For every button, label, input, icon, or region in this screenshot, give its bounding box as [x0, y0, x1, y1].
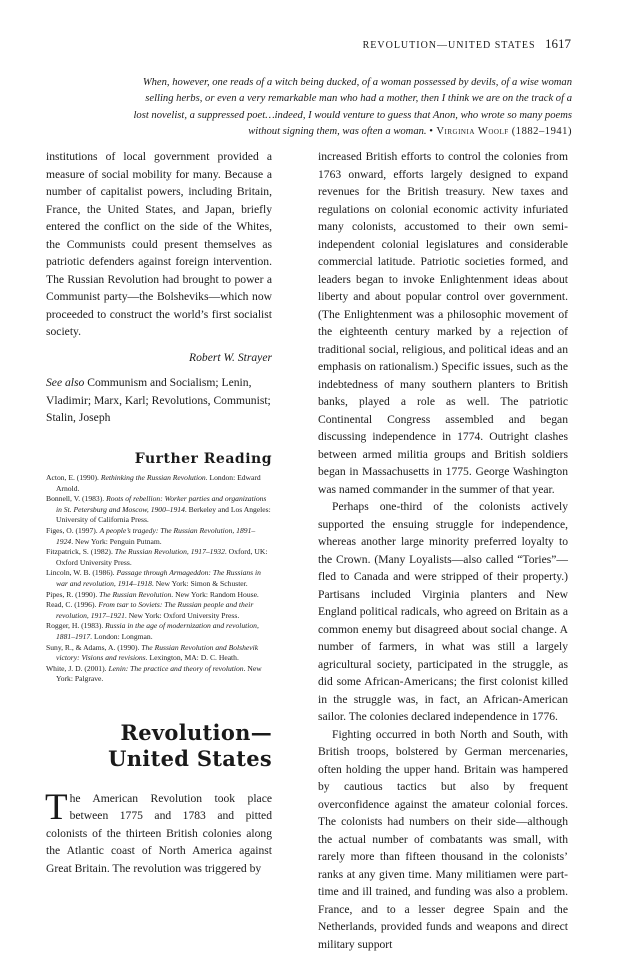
- left-column: [46, 148, 272, 877]
- reference-title: A people’s tragedy: The Russian Revolution, 1891–1924: [56, 526, 255, 546]
- body-paragraph-1: increased British efforts to control the colonies from 1763 onward, efforts largely designed to expand revenues for the British treasury. New taxes and regulations on colonial economic activity infuriated many colonists, accustomed to their own semi-independent colonial legislatures and considerable commercial latitude. Patriotic societies formed, and leaders began to invoke Enlightenment ideas about liberty and about popular control over government. (The Enlightenment was a philosophic movement of the eighteenth century marked by a rejection of traditional social, religious, and political ideas and an emphasis on rationalism.) Specific issues, such as the indebtedness of many southern planters to British banks, played a role as well. The patriotic Continental Congress assembled and began discussing independence in 1774. Outright clashes between armed militia groups and British soldiers began in Massachusetts in 1775. George Washington was named commander in the summer of that year.: [318, 148, 568, 498]
- reference-post: . New York: Palgrave.: [56, 664, 262, 684]
- intro-paragraph: [46, 790, 272, 878]
- reference-item: [46, 590, 272, 601]
- intro-text: he American Revolution took place between 1775 and 1783 and pitted colonists of the thirteen British colonies along the Atlantic coast of North America against Great Britain. The revolution was triggered by: [46, 792, 272, 875]
- running-header: [363, 36, 571, 52]
- reference-post: . London: Edward Arnold.: [56, 473, 261, 493]
- reference-item: [46, 600, 272, 621]
- reference-title: Passage through Armageddon: The Russians in war and revolution, 1914–1918: [56, 568, 261, 588]
- reference-post: . New York: Penguin Putnam.: [71, 537, 162, 546]
- continuation-paragraph: institutions of local government provided a measure of social mobility for many. Because a number of capitalist powers, including Britain, France, the United States, and Japan, briefly entered the conflict on the side of the Whites, the Communists could present themselves as patriotic defenders against foreign intervention. The Russian Revolution had brought to power a Communist party—the Bolsheviks—which now proceeded to construct the world’s first socialist society.: [46, 148, 272, 341]
- reference-list: [46, 473, 272, 685]
- reference-pre: Figes, O. (1997).: [46, 526, 100, 535]
- section-title-line2: United States: [46, 746, 272, 772]
- reference-pre: Suny, R., & Adams, A. (1990).: [46, 643, 141, 652]
- body-paragraph-2: Perhaps one-third of the colonists actively supported the ensuing struggle for independence, whereas another large minority preferred loyalty to the Crown. (Many Loyalists—also called “Tories”—fled to Canada and were stripped of their property.) Partisans included Virginia planters and New England political radicals, who agreed on Britain as a common enemy but disagreed about social change. A number of farmers, in what was still a largely agricultural society, participated in the struggle, as did some African-Americans; the first colonist killed in the struggle was, in fact, an African-American sailor. The colonies declared independence in 1776.: [318, 498, 568, 726]
- reference-title: Russia in the age of modernization and revolution, 1881–1917: [56, 621, 259, 641]
- reference-item: [46, 526, 272, 547]
- reference-title: Rethinking the Russian Revolution: [101, 473, 206, 482]
- epigraph: [130, 75, 572, 141]
- reference-pre: Fitzpatrick, S. (1982).: [46, 547, 115, 556]
- reference-post: . New York: Oxford University Press.: [125, 611, 239, 620]
- body-paragraph-3: Fighting occurred in both North and South, with British troops, bolstered by German mercenaries, often holding the upper hand. Britain was hampered by cautious tactics but also by frequent overconfidence against the amateur colonial forces. The colonists had numbers on their side—although the actual number of combatants was small, with rarely more than fifteen thousand in the colonists’ ranks at any given time. Many militiamen were part-time and ill trained, and funding was also a problem. France, and to a lesser degree Spain and the Netherlands, provided funds and weapons and direct military support: [318, 726, 568, 953]
- reference-post: . New York: Random House.: [171, 590, 259, 599]
- reference-post: . Oxford, UK: Oxford University Press.: [56, 547, 267, 567]
- running-title: REVOLUTION—UNITED STATES: [363, 40, 536, 51]
- reference-post: . Berkeley and Los Angeles: University of California Press.: [56, 505, 271, 525]
- epigraph-attribution: • Virginia Woolf (1882–1941): [429, 126, 572, 137]
- reference-item: [46, 547, 272, 568]
- right-column: [318, 148, 568, 953]
- reference-title: From tsar to Soviets: The Russian people and their revolution, 1917–1921: [56, 600, 253, 620]
- reference-pre: Lincoln, W. B. (1986).: [46, 568, 116, 577]
- reference-title: The Russian Revolution and Bolshevik victory: Visions and revisions: [56, 643, 258, 663]
- reference-item: [46, 473, 272, 494]
- further-reading-title: Further Reading: [46, 451, 272, 469]
- reference-post: . Lexington, MA: D. C. Heath.: [146, 653, 239, 662]
- reference-title: The Russian Revolution: [99, 590, 171, 599]
- reference-pre: White, J. D. (2001).: [46, 664, 108, 673]
- reference-title: The Russian Revolution, 1917–1932: [115, 547, 225, 556]
- reference-pre: Bonnell, V. (1983).: [46, 494, 106, 503]
- reference-post: . New York: Simon & Schuster.: [152, 579, 248, 588]
- reference-pre: Acton, E. (1990).: [46, 473, 101, 482]
- epigraph-text: When, however, one reads of a witch being ducked, of a woman possessed by devils, of a wise woman selling herbs, or even a very remarkable man who had a mother, then I think we are on the track of a lost novelist, a suppressed poet…indeed, I would venture to guess that Anon, who wrote so many poems without signing them, was often a woman.: [133, 77, 572, 137]
- reference-pre: Rogger, H. (1983).: [46, 621, 105, 630]
- reference-post: . London: Longman.: [90, 632, 152, 641]
- reference-pre: Pipes, R. (1990).: [46, 590, 99, 599]
- see-also-text: Communism and Socialism; Lenin, Vladimir; Marx, Karl; Revolutions, Communist; Stalin, Joseph: [46, 376, 271, 424]
- see-also-label: See also: [46, 376, 84, 389]
- reference-item: [46, 621, 272, 642]
- reference-item: [46, 494, 272, 526]
- reference-title: Lenin: The practice and theory of revolution: [108, 664, 243, 673]
- section-title: [46, 720, 272, 772]
- section-title-line1: Revolution—: [46, 720, 272, 746]
- reference-title: Roots of rebellion: Worker parties and organizations in St. Petersburg and Moscow, 1900–1914: [56, 494, 266, 514]
- page-number: 1617: [545, 36, 571, 51]
- drop-cap: T: [45, 793, 68, 823]
- reference-item: [46, 643, 272, 664]
- reference-pre: Read, C. (1996).: [46, 600, 98, 609]
- reference-item: [46, 568, 272, 589]
- reference-item: [46, 664, 272, 685]
- see-also: [46, 374, 272, 427]
- article-author: Robert W. Strayer: [46, 349, 272, 367]
